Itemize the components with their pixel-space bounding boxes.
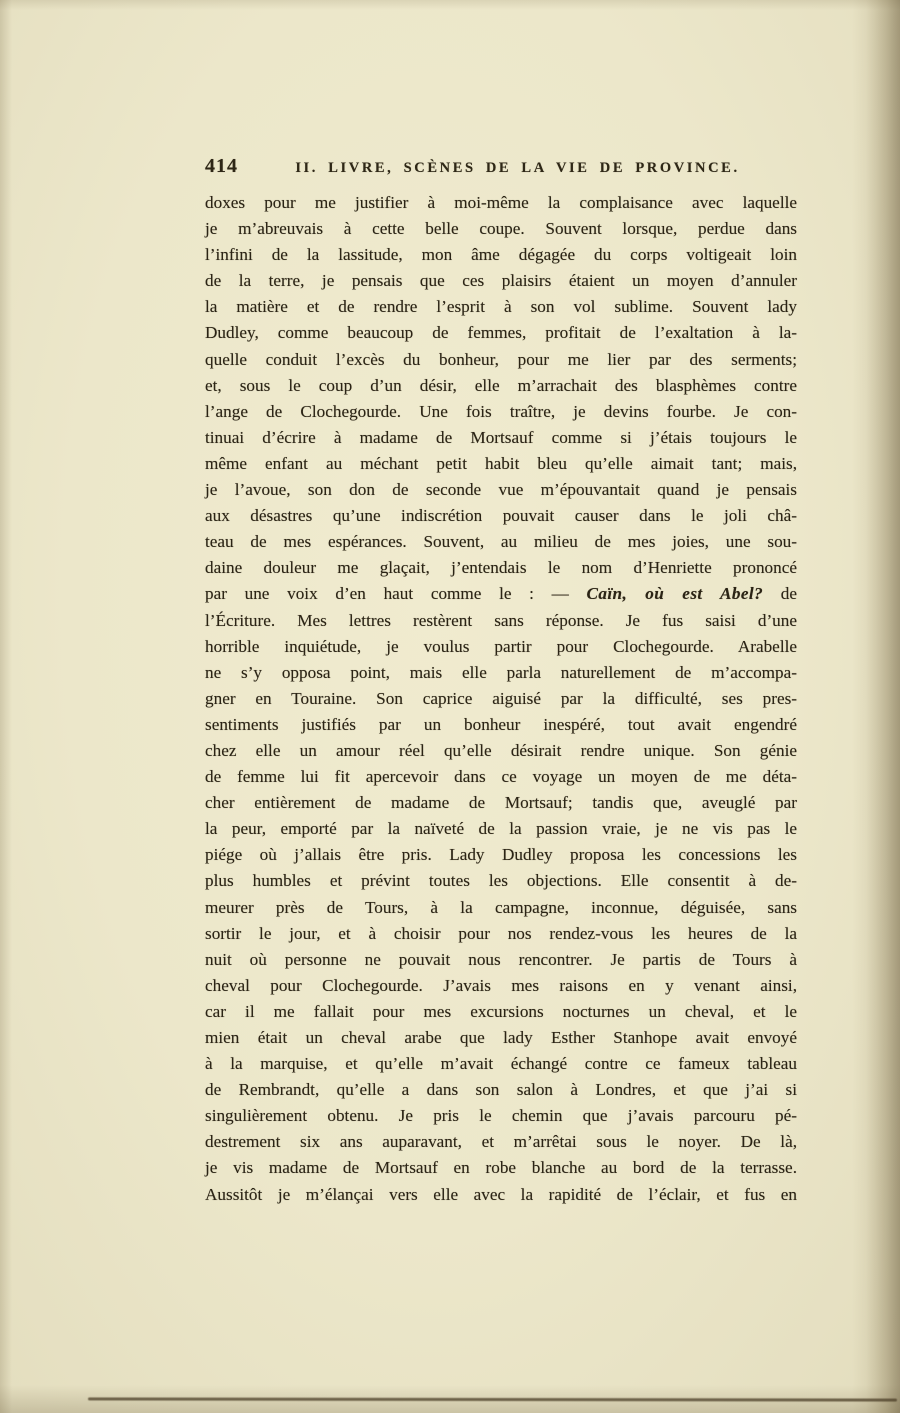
text-line: l’Écriture. Mes lettres restèrent sans réponse. Je fus saisi d’une <box>205 610 797 630</box>
text-line: plus humbles et prévint toutes les objections. Elle consentit à de- <box>205 871 797 891</box>
text-line: l’ange de Clochegourde. Une fois traître, je devins fourbe. Je con- <box>205 401 797 421</box>
text-line: de femme lui fit apercevoir dans ce voyage un moyen de me déta- <box>205 767 797 787</box>
text-line: je l’avoue, son don de seconde vue m’épouvantait quand je pensais <box>205 480 797 500</box>
page-edge-line-bottom <box>88 1397 897 1401</box>
text-line: tinuai d’écrire à madame de Mortsauf comme si j’étais toujours le <box>205 427 797 447</box>
text-line: mien était un cheval arabe que lady Esther Stanhope avait envoyé <box>205 1028 797 1047</box>
text-line: quelle conduit l’excès du bonheur, pour me lier par des serments; <box>205 349 797 369</box>
text-line: teau de mes espérances. Souvent, au milieu de mes joies, une sou- <box>205 532 797 552</box>
text-line: chez elle un amour réel qu’elle désirait rendre unique. Son génie <box>205 740 797 760</box>
text-line: car il me fallait pour mes excursions nocturnes un cheval, et le <box>205 1001 797 1021</box>
text-line: je vis madame de Mortsauf en robe blanche au bord de la terrasse. <box>205 1158 797 1178</box>
running-title: II. LIVRE, SCÈNES DE LA VIE DE PROVINCE. <box>295 160 740 176</box>
page-edge-shadow-right <box>866 0 900 1413</box>
text-line: sortir le jour, et à choisir pour nos rendez-vous les heures de la <box>205 923 797 943</box>
text-line: Dudley, comme beaucoup de femmes, profitait de l’exaltation à la- <box>205 323 797 343</box>
text-line: ne s’y opposa point, mais elle parla naturellement de m’accompa- <box>205 662 797 682</box>
text-line: de la terre, je pensais que ces plaisirs étaient un moyen d’annuler <box>205 271 797 291</box>
text-line: daine douleur me glaçait, j’entendais le nom d’Henriette prononcé <box>205 558 797 578</box>
text-line: même enfant au méchant petit habit bleu qu’elle aimait tant; mais, <box>205 453 797 473</box>
text-line: Aussitôt je m’élançai vers elle avec la rapidité de l’éclair, et fus en <box>205 1184 797 1204</box>
text-line: horrible inquiétude, je voulus partir pour Clochegourde. Arabelle <box>205 636 797 656</box>
text-line: je m’abreuvais à cette belle coupe. Souvent lorsque, perdue dans <box>205 219 797 239</box>
text-line: de Rembrandt, qu’elle a dans son salon à Londres, et que j’ai si <box>205 1080 797 1100</box>
page-header <box>205 155 797 178</box>
text-line: par une voix d’en haut comme le : — Caïn, où est Abel? de <box>205 584 797 604</box>
text-line: nuit où personne ne pouvait nous rencontrer. Je partis de Tours à <box>205 949 797 969</box>
text-line: gner en Touraine. Son caprice aiguisé par la difficulté, ses pres- <box>205 688 797 708</box>
text-line: l’infini de la lassitude, mon âme dégagée du corps voltigeait loin <box>205 245 797 265</box>
text-line: sentiments justifiés par un bonheur inespéré, tout avait engendré <box>205 714 797 734</box>
italic-phrase: Caïn, où est Abel? <box>586 584 764 604</box>
text-line: singulièrement obtenu. Je pris le chemin que j’avais parcouru pé- <box>205 1106 797 1126</box>
text-line: meurer près de Tours, à la campagne, inconnue, déguisée, sans <box>205 897 797 917</box>
text-line: et, sous le coup d’un désir, elle m’arrachait des blasphèmes contre <box>205 375 797 395</box>
text-line: cheval pour Clochegourde. J’avais mes raisons en y venant ainsi, <box>205 975 797 995</box>
text-line: à la marquise, et qu’elle m’avait échangé contre ce fameux tableau <box>205 1054 797 1074</box>
text-line: doxes pour me justifier à moi-même la complaisance avec laquelle <box>205 193 797 212</box>
text-line: destrement six ans auparavant, et m’arrêtai sous le noyer. De là, <box>205 1132 797 1152</box>
text-line: cher entièrement de madame de Mortsauf; tandis que, aveuglé par <box>205 793 797 813</box>
text-line: aux désastres qu’une indiscrétion pouvait causer dans le joli châ- <box>205 506 797 526</box>
text-line: la peur, emporté par la naïveté de la passion vraie, je ne vis pas le <box>205 819 797 839</box>
text-line: la matière et de rendre l’esprit à son vol sublime. Souvent lady <box>205 297 797 317</box>
page-number: 414 <box>205 155 238 177</box>
text-line: piége où j’allais être pris. Lady Dudley proposa les concessions les <box>205 845 797 865</box>
page-body <box>205 190 797 1208</box>
body-lines <box>205 190 797 1208</box>
